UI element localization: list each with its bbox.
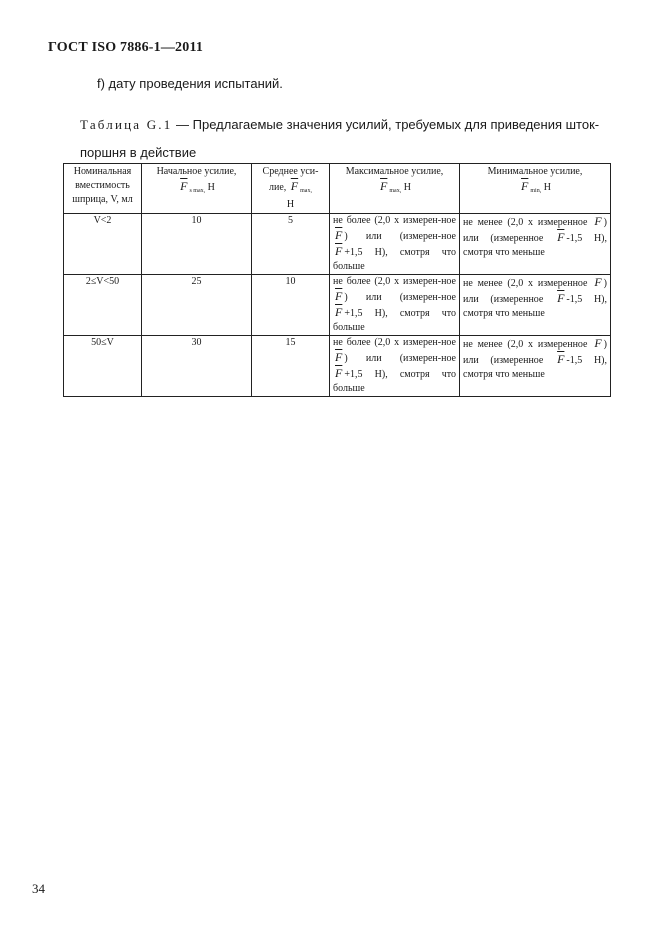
- column-header-max-force: Максимальное усилие, $\overline{F}$ $_{max,}$ Н: [330, 164, 460, 214]
- cell-min-force: не менее (2,0 х измеренное $\overline{F}$ ) или (измеренное $\overline{F}$ -1,5 Н), смотря что меньше: [460, 214, 611, 275]
- page-number: 34: [32, 881, 45, 896]
- cell-initial-force: 10: [142, 214, 252, 275]
- force-symbol: $\overline{F}$: [380, 179, 388, 193]
- cell-max-force: не более (2,0 х измерен-ное $\overline{F}$ ) или (измерен-ное $\overline{F} +1,5$ Н), смотря что больше: [330, 214, 460, 275]
- cell-volume: 2≤V<50: [64, 275, 142, 336]
- force-symbol: $\overline{F}$: [594, 275, 602, 289]
- cell-min-force: не менее (2,0 х измеренное $\overline{F}$ ) или (измеренное $\overline{F}$ -1,5 Н), смотря что меньше: [460, 275, 611, 336]
- force-symbol: $\overline{F}$: [290, 179, 299, 193]
- force-symbol: $\overline{F}$: [180, 179, 188, 193]
- cell-min-force: не менее (2,0 х измеренное $\overline{F}$ ) или (измеренное $\overline{F}$ -1,5 Н), смотря что меньше: [460, 336, 611, 397]
- cell-initial-force: 30: [142, 336, 252, 397]
- force-symbol: $\overline{F}$: [594, 214, 602, 228]
- table-caption-text: — Предлагаемые значения усилий, требуемых для приведения шток-поршня в действие: [80, 117, 600, 160]
- document-header: ГОСТ ISO 7886-1—2011: [48, 40, 204, 55]
- force-symbol: $\overline{F}$: [521, 179, 529, 193]
- cell-volume: V<2: [64, 214, 142, 275]
- forces-table: [63, 163, 611, 397]
- force-symbol: $\overline{F}$: [335, 289, 343, 303]
- force-symbol: $\overline{F}$: [557, 230, 565, 244]
- list-item-f: f) дату проведения испытаний.: [97, 76, 283, 91]
- table-caption: [80, 111, 610, 167]
- force-symbol: $\overline{F}$: [335, 305, 343, 319]
- table-row: [64, 214, 611, 275]
- cell-max-force: не более (2,0 х измерен-ное $\overline{F}$ ) или (измерен-ное $\overline{F} +1,5$ Н), смотря что больше: [330, 336, 460, 397]
- force-symbol: $\overline{F}$: [594, 336, 602, 350]
- force-symbol: $\overline{F}$: [335, 228, 343, 242]
- cell-mean-force: 15: [252, 336, 330, 397]
- force-symbol: $\overline{F}$: [557, 291, 565, 305]
- cell-mean-force: 10: [252, 275, 330, 336]
- force-symbol: $\overline{F}$: [557, 352, 565, 366]
- force-symbol: $\overline{F}$: [335, 350, 343, 364]
- force-symbol: $\overline{F}$: [335, 366, 343, 380]
- table-row: [64, 275, 611, 336]
- table-caption-label: Таблица G.1: [80, 117, 173, 132]
- cell-initial-force: 25: [142, 275, 252, 336]
- column-header-mean-force: Среднее уси-лие, $\overline{F}$ $_{max,}$ Н: [252, 164, 330, 214]
- column-header-volume: Номинальная вместимость шприца, V, мл: [64, 164, 142, 214]
- cell-mean-force: 5: [252, 214, 330, 275]
- cell-max-force: не более (2,0 х измерен-ное $\overline{F}$ ) или (измерен-ное $\overline{F} +1,5$ Н), смотря что больше: [330, 275, 460, 336]
- table-header-row: [64, 164, 611, 214]
- force-symbol: $\overline{F}$: [335, 244, 343, 258]
- table-row: [64, 336, 611, 397]
- column-header-initial-force: Начальное усилие, $\overline{F}$ $_{s max,}$ Н: [142, 164, 252, 214]
- column-header-min-force: Минимальное усилие, $\overline{F}$ $_{min,}$ Н: [460, 164, 611, 214]
- cell-volume: 50≤V: [64, 336, 142, 397]
